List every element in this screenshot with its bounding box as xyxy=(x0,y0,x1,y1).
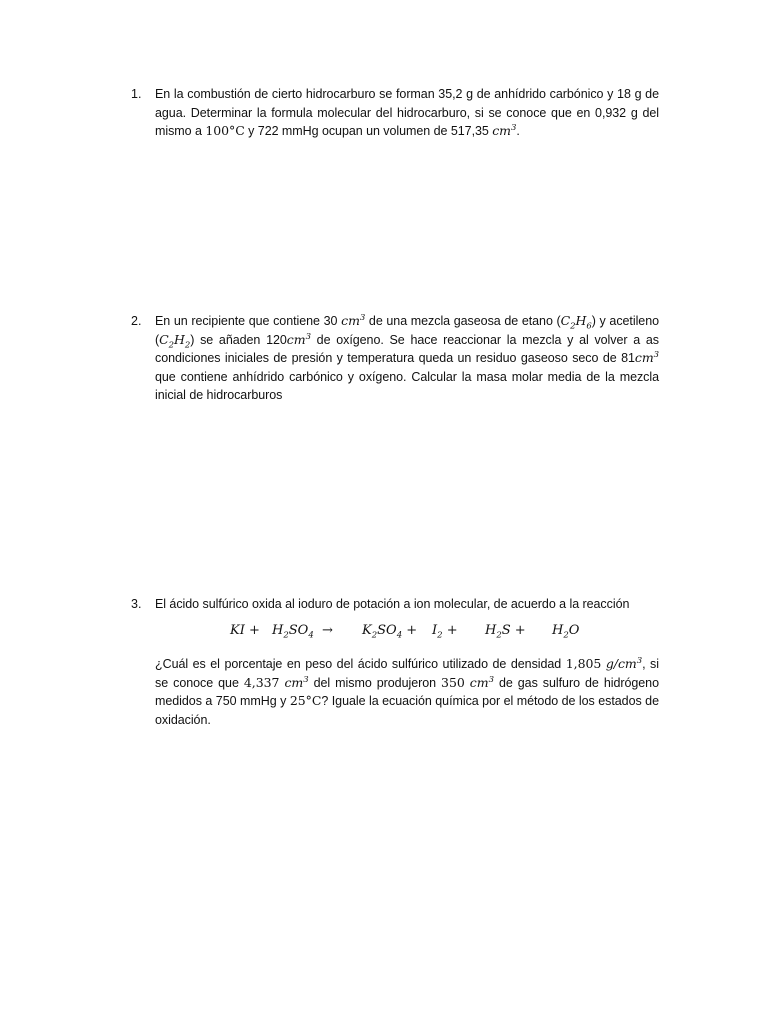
text-segment: que contiene anhídrido carbónico y oxígeno. Calcular la masa molar media de la mezcla inicial de hidrocarburos xyxy=(155,369,659,402)
temperature-value: 25°C xyxy=(289,693,322,708)
formula-subscript: 2 xyxy=(570,321,576,332)
formula-part: SO xyxy=(288,623,309,638)
formula-subscript: 2 xyxy=(184,340,191,350)
product-i2 xyxy=(432,623,458,641)
problem-number: 3. xyxy=(131,597,142,611)
problem-number: 2. xyxy=(131,314,142,328)
reactant-h2so4 xyxy=(272,623,314,641)
unit-base: cm xyxy=(634,350,654,365)
formula-subscript: 2 xyxy=(563,630,569,641)
formula-subscript: 2 xyxy=(437,630,443,641)
formula-subscript: 2 xyxy=(168,340,174,350)
text-segment: del mismo produjeron xyxy=(308,675,442,690)
reaction-arrow: → xyxy=(322,623,333,638)
temperature-value: 100°C xyxy=(205,123,245,138)
unit-base: cm xyxy=(469,674,489,690)
text-segment: En un recipiente que contiene 30 xyxy=(155,314,342,328)
text-segment: de gas sulfuro de hidrógeno medidos a 750 mmHg y xyxy=(155,675,659,708)
problem-intro xyxy=(155,595,659,614)
text-segment: ) y acetileno ( xyxy=(155,314,660,347)
unit-base: cm xyxy=(341,313,360,328)
formula-part: + xyxy=(402,623,418,638)
volume-value: 350 xyxy=(441,674,465,690)
formula-part: H xyxy=(575,313,587,328)
volume-unit xyxy=(341,313,365,328)
unit-base: g/cm xyxy=(605,656,637,671)
reactant-ki: KI + xyxy=(230,623,260,638)
formula-subscript: 4 xyxy=(396,630,403,641)
ethane-formula xyxy=(560,313,592,332)
unit-exponent: 3 xyxy=(636,655,643,666)
text-segment: de oxígeno. Se hace reaccionar la mezcla y al volver a as condiciones iniciales de presión y temperatura queda un residuo gaseoso seco de 81 xyxy=(155,332,659,365)
volume-unit xyxy=(492,123,516,138)
formula-part: S + xyxy=(501,623,526,638)
text-segment: , si se conoce que xyxy=(155,657,659,690)
formula-part: C xyxy=(560,313,571,328)
text-segment: y 722 mmHg ocupan un volumen de 517,35 xyxy=(244,124,493,138)
volume-unit xyxy=(635,350,659,365)
formula-part: H xyxy=(552,623,564,638)
unit-exponent: 3 xyxy=(359,312,366,323)
volume-value: 4,337 xyxy=(243,674,280,690)
problem-text xyxy=(155,85,659,141)
formula-part: H xyxy=(174,331,185,347)
unit-exponent: 3 xyxy=(653,349,659,360)
text-segment: ? Iguale la ecuación química por el método de los estados de oxidación. xyxy=(155,694,659,727)
product-h2o xyxy=(552,623,580,641)
formula-part: H xyxy=(485,623,497,638)
volume-unit xyxy=(470,675,494,690)
unit-base: cm xyxy=(284,674,304,690)
formula-part: H xyxy=(272,623,284,638)
formula-subscript: 6 xyxy=(586,321,592,332)
problem-text xyxy=(155,312,659,405)
formula-subscript: 2 xyxy=(283,630,289,641)
formula-part: + xyxy=(442,623,458,638)
volume-unit xyxy=(287,332,311,347)
formula-part: O xyxy=(568,623,580,638)
formula-subscript: 4 xyxy=(308,630,314,641)
product-k2so4 xyxy=(362,623,418,641)
text-segment: . xyxy=(516,124,520,138)
unit-base: cm xyxy=(492,123,511,138)
text-segment: de una mezcla gaseosa de etano ( xyxy=(365,314,561,328)
formula-subscript: 2 xyxy=(371,630,378,641)
product-h2s xyxy=(485,623,526,641)
text-segment: ) se añaden 120 xyxy=(190,332,287,347)
unit-exponent: 3 xyxy=(303,674,309,685)
text-segment: En la combustión de cierto hidrocarburo se forman 35,2 g de anhídrido carbónico y 18 g de agua. Determinar la formula molecular del hidrocarburo, si se conoce que en 0,932 g del mismo a xyxy=(155,87,659,138)
problem-text xyxy=(155,655,659,729)
unit-base: cm xyxy=(286,331,306,347)
density-value: 1,805 xyxy=(565,656,602,671)
formula-part: I xyxy=(432,623,438,638)
formula-part: C xyxy=(159,331,169,347)
unit-exponent: 3 xyxy=(488,674,494,685)
density-unit xyxy=(606,656,642,671)
intro-text: El ácido sulfúrico oxida al ioduro de potación a ion molecular, de acuerdo a la reacción xyxy=(155,597,630,611)
unit-exponent: 3 xyxy=(305,331,311,342)
formula-part: K xyxy=(362,623,372,638)
text-segment: ¿Cuál es el porcentaje en peso del ácido sulfúrico utilizado de densidad xyxy=(155,657,566,671)
volume-unit xyxy=(284,675,308,690)
acetylene-formula xyxy=(159,331,191,350)
formula-part: SO xyxy=(377,623,397,638)
problem-number: 1. xyxy=(131,87,142,101)
formula-subscript: 2 xyxy=(496,630,502,641)
unit-exponent: 3 xyxy=(510,122,517,133)
